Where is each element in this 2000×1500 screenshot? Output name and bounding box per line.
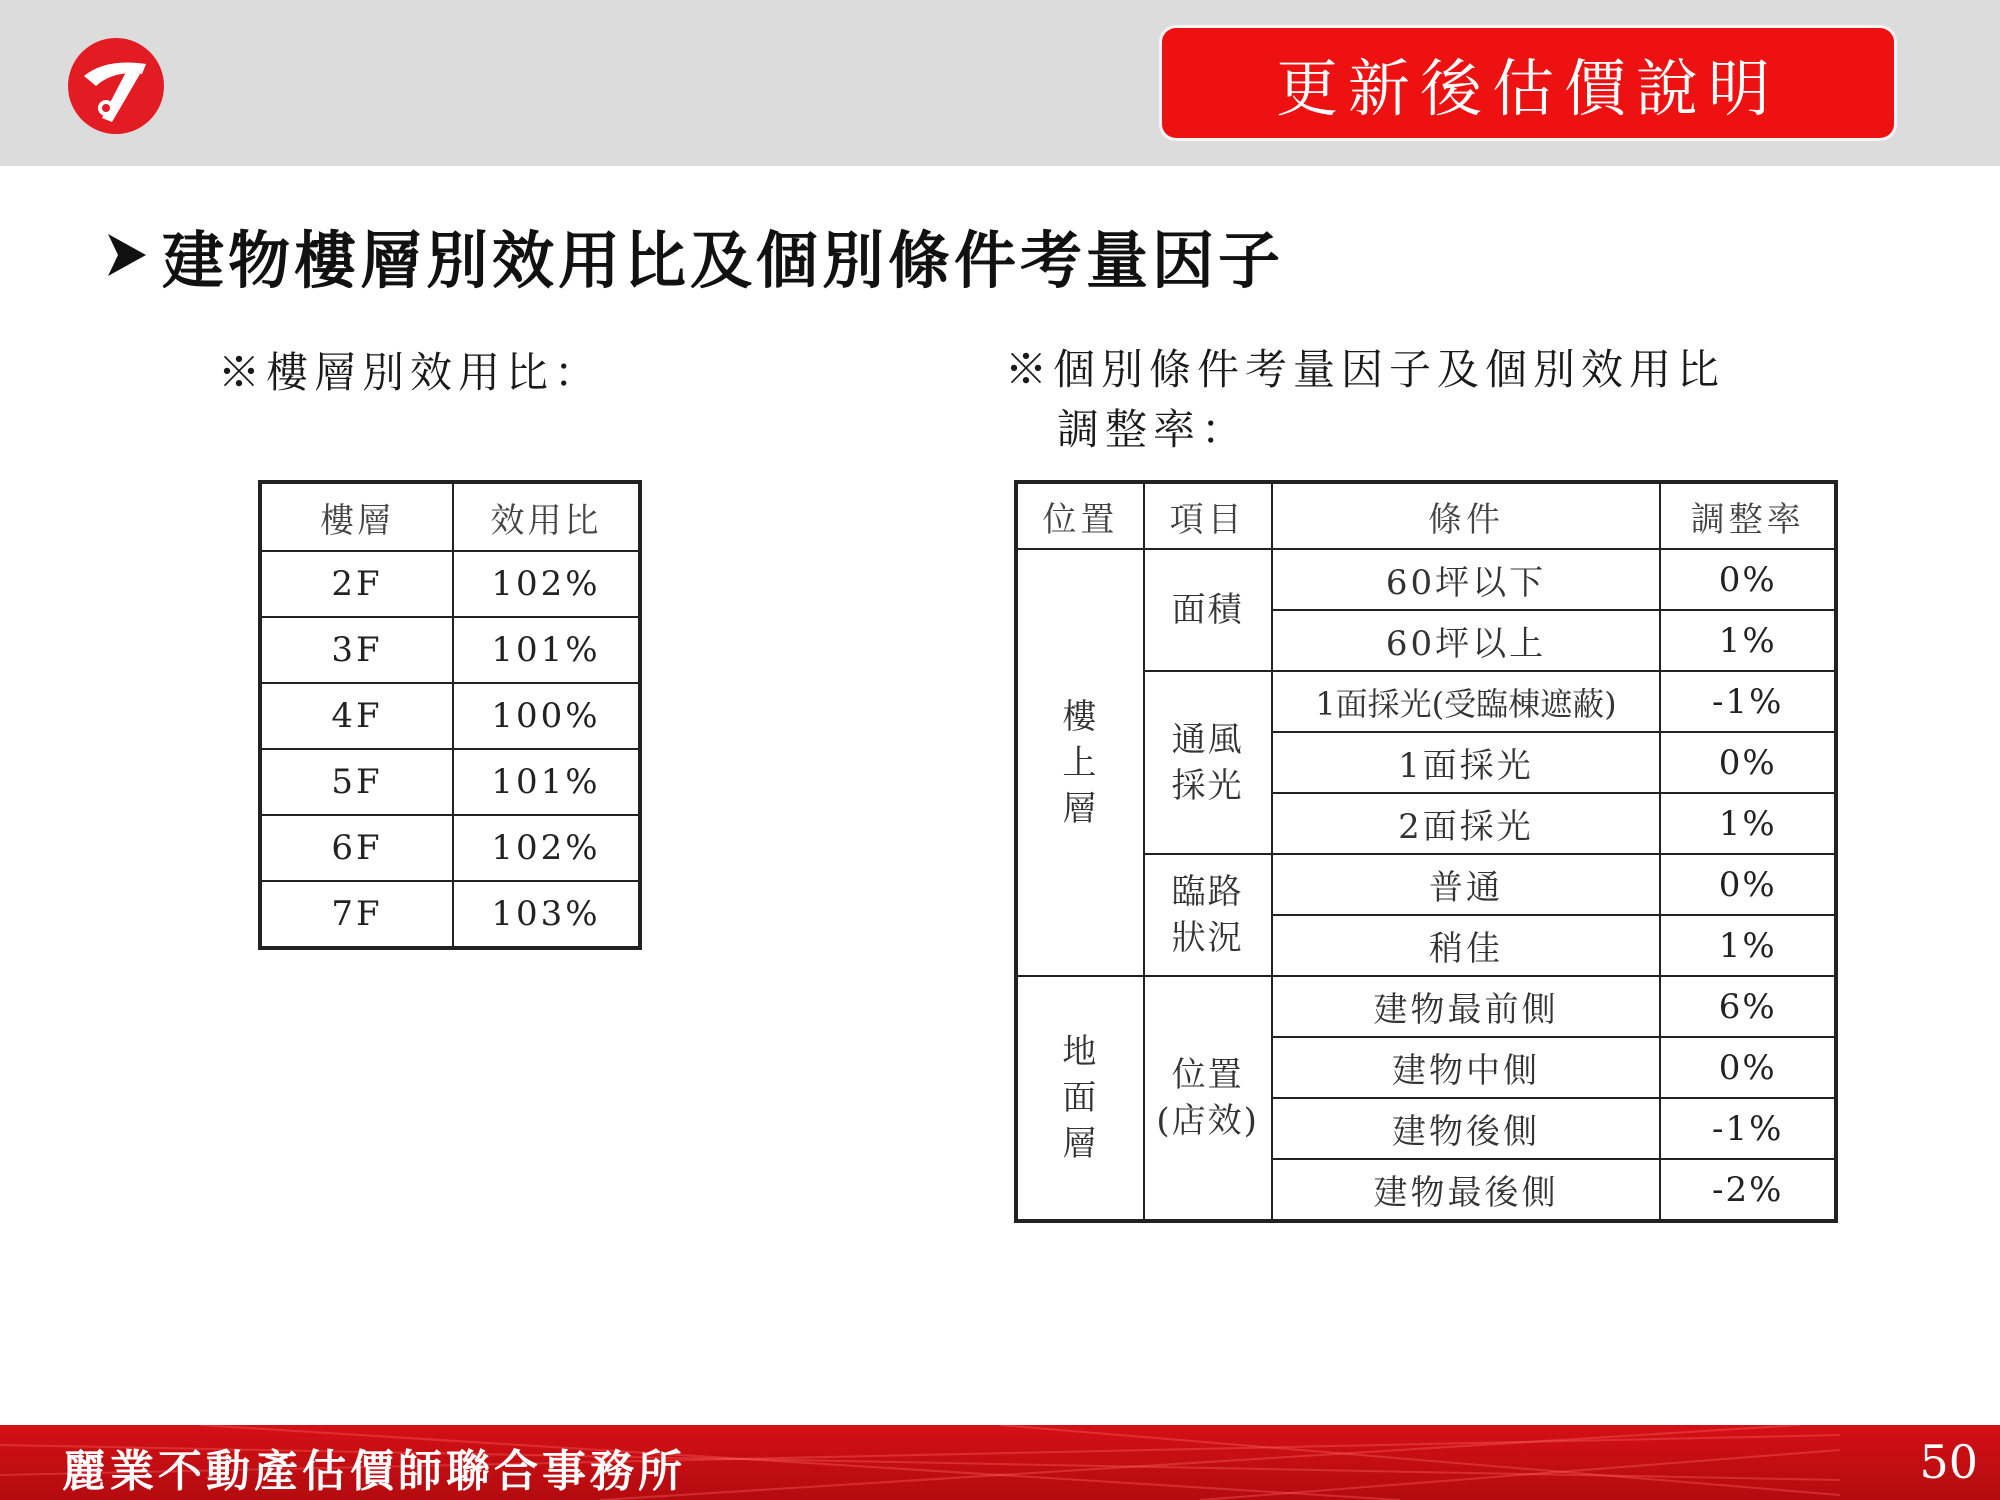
table-row — [260, 881, 640, 948]
header-ratio: 效用比 — [453, 482, 640, 551]
condition-cell: 1面採光 — [1272, 732, 1661, 793]
header-floor: 樓層 — [260, 482, 453, 551]
position-label: 地面層 — [1062, 1032, 1099, 1164]
arrow-bullet-icon — [104, 230, 148, 280]
ratio-cell: 102% — [453, 551, 640, 617]
ratio-cell: 103% — [453, 881, 640, 948]
header-item: 項目 — [1144, 482, 1272, 549]
slide-title-box — [1162, 28, 1894, 138]
rate-cell: 0% — [1660, 549, 1836, 610]
table-row — [260, 683, 640, 749]
page-number: 50 — [1919, 1435, 1978, 1489]
table-header-row — [260, 482, 640, 551]
condition-cell: 建物最前側 — [1272, 976, 1661, 1037]
floor-ratio-subtitle: ※樓層別效用比： — [218, 348, 603, 397]
item-label: 通風採光 — [1171, 719, 1244, 806]
table-row — [260, 815, 640, 881]
floor-cell: 3F — [260, 617, 453, 683]
item-label: 面積 — [1171, 590, 1244, 630]
ratio-cell: 101% — [453, 749, 640, 815]
condition-cell: 普通 — [1272, 854, 1661, 915]
header-rate: 調整率 — [1660, 482, 1836, 549]
footer-band — [0, 1425, 2000, 1500]
table-row — [1016, 549, 1836, 610]
condition-cell: 建物中側 — [1272, 1037, 1661, 1098]
header-position: 位置 — [1016, 482, 1144, 549]
floor-cell: 6F — [260, 815, 453, 881]
rate-cell: 6% — [1660, 976, 1836, 1037]
item-cell — [1144, 976, 1272, 1221]
condition-cell: 2面採光 — [1272, 793, 1661, 854]
condition-cell: 60坪以下 — [1272, 549, 1661, 610]
section-heading — [104, 212, 1284, 298]
condition-cell: 60坪以上 — [1272, 610, 1661, 671]
company-logo-icon — [66, 36, 166, 136]
slide-title: 更新後估價說明 — [1275, 51, 1780, 125]
condition-cell: 稍佳 — [1272, 915, 1661, 976]
floor-ratio-table — [258, 480, 642, 950]
rate-cell: 0% — [1660, 732, 1836, 793]
floor-cell: 2F — [260, 551, 453, 617]
floor-cell: 4F — [260, 683, 453, 749]
ratio-cell: 102% — [453, 815, 640, 881]
factor-subtitle — [1005, 340, 1825, 460]
rate-cell: 1% — [1660, 915, 1836, 976]
table-row — [260, 551, 640, 617]
item-cell — [1144, 854, 1272, 976]
condition-cell: 建物後側 — [1272, 1098, 1661, 1159]
ratio-cell: 100% — [453, 683, 640, 749]
floor-cell: 7F — [260, 881, 453, 948]
item-cell — [1144, 549, 1272, 671]
position-label: 樓上層 — [1062, 696, 1099, 829]
rate-cell: -2% — [1660, 1159, 1836, 1221]
section-heading-text: 建物樓層別效用比及個別條件考量因子 — [162, 223, 1285, 297]
rate-cell: -1% — [1660, 671, 1836, 732]
header-band — [0, 0, 2000, 166]
item-label: 位置(店效) — [1156, 1055, 1259, 1141]
table-row — [260, 617, 640, 683]
table-header-row — [1016, 482, 1836, 549]
adjustment-factor-table — [1014, 480, 1838, 1223]
rate-cell: 1% — [1660, 793, 1836, 854]
rate-cell: 0% — [1660, 1037, 1836, 1098]
condition-cell: 1面採光(受臨棟遮蔽) — [1272, 671, 1661, 732]
table-row — [260, 749, 640, 815]
position-cell — [1016, 549, 1144, 976]
item-cell — [1144, 671, 1272, 854]
rate-cell: 0% — [1660, 854, 1836, 915]
condition-cell: 建物最後側 — [1272, 1159, 1661, 1221]
item-label: 臨路狀況 — [1171, 872, 1244, 958]
ratio-cell: 101% — [453, 617, 640, 683]
table-row — [1016, 976, 1836, 1037]
header-condition: 條件 — [1272, 482, 1661, 549]
factor-subtitle-line2: 調整率： — [1057, 405, 1250, 454]
factor-subtitle-line1: ※個別條件考量因子及個別效用比 — [1005, 345, 1726, 394]
floor-cell: 5F — [260, 749, 453, 815]
position-cell — [1016, 976, 1144, 1221]
rate-cell: -1% — [1660, 1098, 1836, 1159]
rate-cell: 1% — [1660, 610, 1836, 671]
company-name: 麗業不動產估價師聯合事務所 — [62, 1446, 686, 1497]
